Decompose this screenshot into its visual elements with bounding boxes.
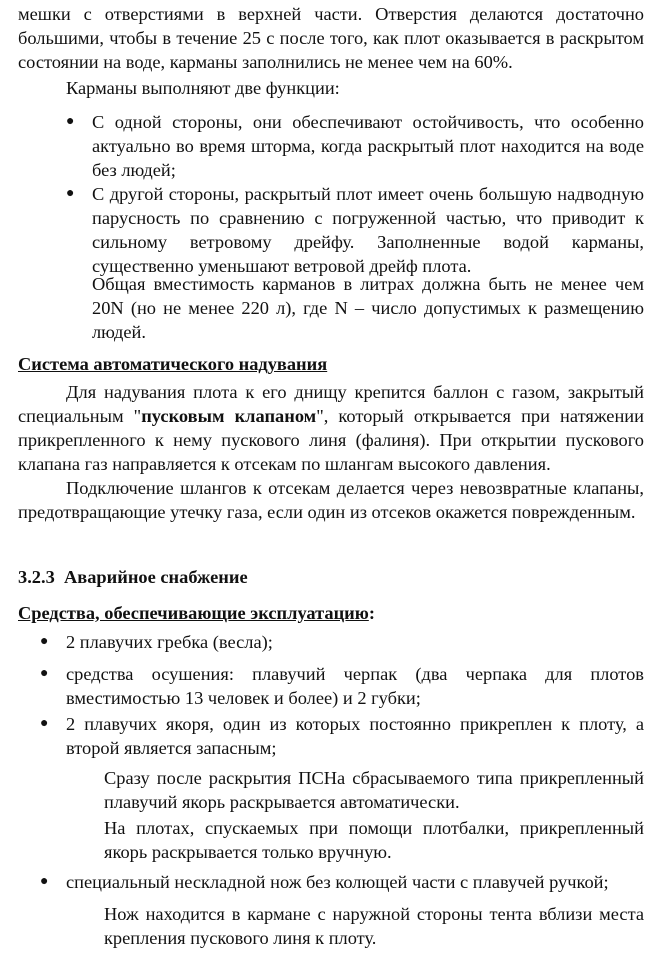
paragraph-hose-connection: Подключение шлангов к отсекам делается через невозвратные клапаны, предотвращающие утечку газа, если один из отсеков окажется поврежденным. [18,478,644,522]
bullet-icon: ● [40,666,49,681]
bullet-sea-anchors: 2 плавучих якоря, один из которых постоянно прикреплен к плоту, а второй является запасным; [66,714,644,758]
bullet-bailers: средства осушения: плавучий черпак (два черпака для плотов вместимостью 13 человек и более) и 2 губки; [66,664,644,708]
paragraph-gas-cylinder [18,380,644,476]
bullet-oars: 2 плавучих гребка (весла); [66,632,273,652]
heading-operation [18,601,644,625]
bullet-icon: ● [40,634,49,649]
bullet-knife: специальный нескладной нож без колющей части с плавучей ручкой; [66,872,609,892]
paragraph-knife-location: Нож находится в кармане с наружной стороны тента вблизи места крепления пускового линя к плоту. [104,904,644,948]
term-starting-valve: пусковым клапаном [141,406,317,426]
section-number: 3.2.3 [18,567,55,587]
heading-colon: : [368,603,375,623]
paragraph-pockets-intro: Карманы выполняют две функции: [66,78,340,98]
bullet-icon: ● [66,186,75,201]
bullet-icon: ● [40,716,49,731]
bullet-icon: ● [66,114,75,129]
paragraph-anchor-auto: Сразу после раскрытия ПСНа сбрасываемого типа прикрепленный плавучий якорь раскрывается автоматически. [104,768,644,812]
section-title: Аварийное снабжение [63,567,248,587]
paragraph-pockets-holes: мешки с отверстиями в верхней части. Отверстия делаются достаточно большими, чтобы в течение 25 с после того, как плот оказывается в раскрытом состоянии на воде, карманы заполнились не менее чем на 60%. [18,4,644,72]
bullet-windage: С другой стороны, раскрытый плот имеет очень большую надводную парусность по сравнению с погруженной частью, что приводит к сильному ветровому дрейфу. Заполненные водой карманы, существенно уменьшают ветровой дрейф плота. [92,184,644,276]
heading-operation-text: Средства, обеспечивающие эксплуатацию [18,603,369,623]
bullet-stability: С одной стороны, они обеспечивают остойчивость, что особенно актуально во время шторма, когда раскрытый плот находится на воде без людей; [92,112,644,180]
text-gas-cylinder-a: Для надувания плота к его днищу крепится баллон с газом, закрытый специальным " [18,382,644,426]
heading-auto-inflation: Система автоматического надувания [18,354,328,374]
paragraph-anchor-manual: На плотах, спускаемых при помощи плотбалки, прикрепленный якорь раскрывается только вручную. [104,818,644,862]
paragraph-capacity: Общая вместимость карманов в литрах должна быть не менее чем 20N (но не менее 220 л), где N – число допустимых к размещению людей. [92,274,644,342]
section-heading [18,565,644,589]
text-gas-cylinder-b: ", который открывается при натяжении прикрепленного к нему пускового линя (фалиня). При открытии пускового клапана газ направляется к отсекам по шлангам высокого давления. [18,406,644,474]
bullet-icon: ● [40,874,49,889]
